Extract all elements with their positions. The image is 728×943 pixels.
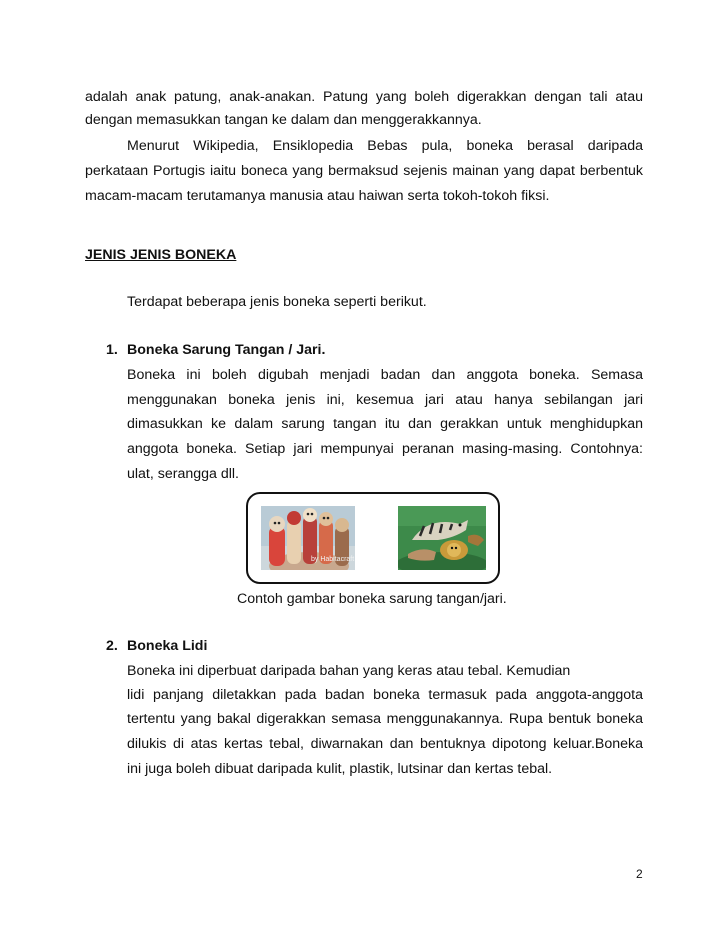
photo-watermark: by Habitacraft xyxy=(311,556,355,563)
section-heading: JENIS JENIS BONEKA xyxy=(85,247,237,263)
list-item-line: menggunakan boneka jenis ini, kesemua jari atau hanya sebilangan jari xyxy=(127,392,643,408)
paragraph-line: perkataan Portugis iaitu boneca yang bermaksud sejenis mainan yang dapat berbentuk xyxy=(85,163,643,179)
figure-caption: Contoh gambar boneka sarung tangan/jari. xyxy=(237,591,507,607)
list-item-title: Boneka Lidi xyxy=(127,638,208,654)
paragraph-line: dengan memasukkan tangan ke dalam dan menggerakkannya. xyxy=(85,112,482,128)
list-item-line: dilukis di atas kertas tebal, diwarnakan dan bentuknya dipotong keluar.Boneka xyxy=(127,736,643,752)
paragraph-line: Menurut Wikipedia, Ensiklopedia Bebas pula, boneka berasal daripada xyxy=(127,138,643,154)
list-item-title: Boneka Sarung Tangan / Jari. xyxy=(127,342,326,358)
list-item-line: Boneka ini boleh digubah menjadi badan dan anggota boneka. Semasa xyxy=(127,367,643,383)
figure-frame xyxy=(246,492,500,584)
list-number: 1. xyxy=(106,342,118,358)
finger-puppets-photo xyxy=(261,506,355,570)
intro-text: Terdapat beberapa jenis boneka seperti berikut. xyxy=(127,294,427,310)
paragraph-line: adalah anak patung, anak-anakan. Patung yang boleh digerakkan dengan tali atau xyxy=(85,89,643,105)
list-item-line: tertentu yang bakal digerakkan semasa menggunakannya. Rupa bentuk boneka xyxy=(127,711,643,727)
list-item-line: dimasukkan ke dalam sarung tangan itu dan gerakkan untuk menghidupkan xyxy=(127,416,643,432)
list-item-line: lidi panjang diletakkan pada badan boneka termasuk pada anggota-anggota xyxy=(127,687,643,703)
page-number: 2 xyxy=(636,867,643,881)
list-item-line: ulat, serangga dll. xyxy=(127,466,239,482)
list-item-line: ini juga boleh dibuat daripada kulit, plastik, lutsinar dan kertas tebal. xyxy=(127,761,553,777)
paragraph-line: macam-macam terutamanya manusia atau haiwan serta tokoh-tokoh fiksi. xyxy=(85,188,550,204)
list-item-line: Boneka ini diperbuat daripada bahan yang keras atau tebal. Kemudian xyxy=(127,663,571,679)
list-number: 2. xyxy=(106,638,118,654)
animal-puppets-photo xyxy=(398,506,486,570)
list-item-line: anggota boneka. Setiap jari mempunyai peranan masing-masing. Contohnya: xyxy=(127,441,643,457)
